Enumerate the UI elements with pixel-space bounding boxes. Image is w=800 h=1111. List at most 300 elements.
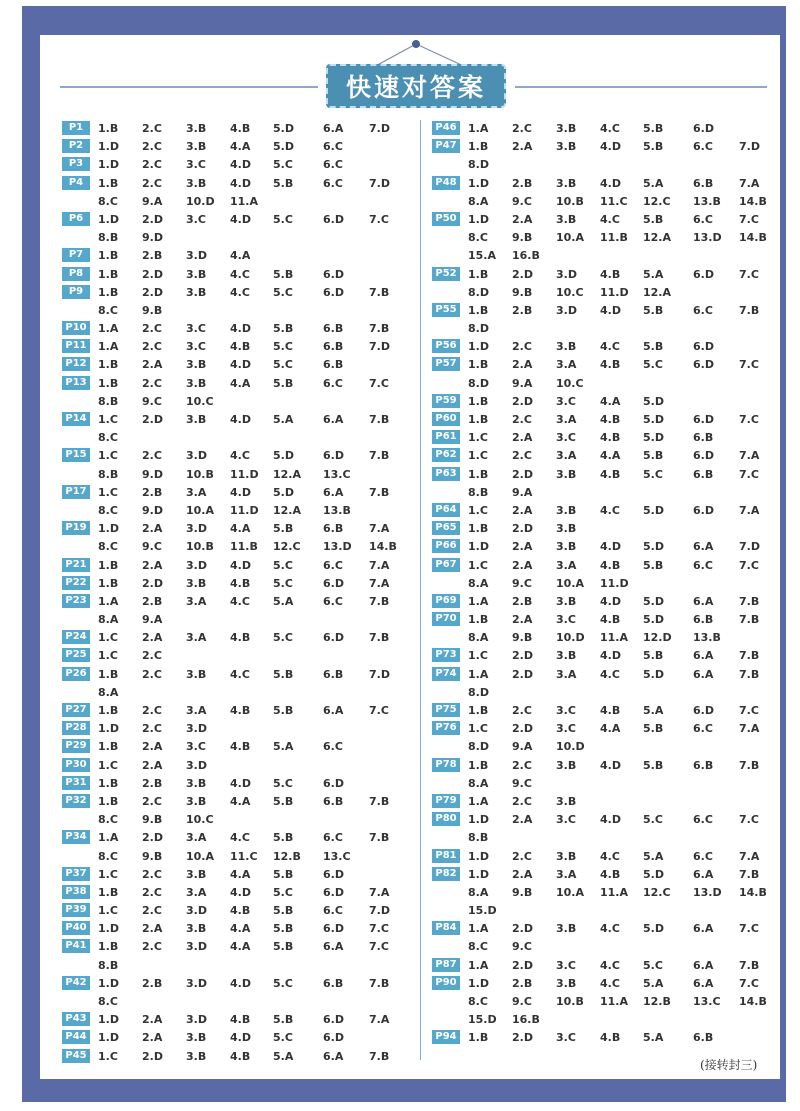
answer-item: 3.D xyxy=(186,522,207,536)
answer-row xyxy=(432,193,782,211)
page-tag: P78 xyxy=(432,758,460,772)
answer-item: 6.D xyxy=(693,449,714,463)
answer-item: 5.B xyxy=(643,122,664,135)
answer-item: 6.D xyxy=(323,885,344,899)
page-tag: P73 xyxy=(432,648,460,662)
answer-item: 6.B xyxy=(693,431,714,445)
answer-row xyxy=(62,484,412,502)
answer-item: 2.C xyxy=(512,758,532,772)
page-tag: P64 xyxy=(432,503,460,517)
answer-item: 5.D xyxy=(643,431,664,445)
answer-row xyxy=(62,720,412,738)
answer-item: 11.D xyxy=(600,576,629,590)
answer-item: 3.D xyxy=(556,303,577,317)
answer-item: 1.A xyxy=(468,958,489,972)
page-tag: P6 xyxy=(62,212,90,226)
answer-item: 10.B xyxy=(186,467,214,481)
answer-item: 6.B xyxy=(693,176,714,190)
answer-item: 1.C xyxy=(468,558,488,572)
answer-item: 1.C xyxy=(98,413,118,426)
answer-item: 2.C xyxy=(142,140,162,154)
answer-row xyxy=(432,684,782,702)
answer-item: 7.B xyxy=(369,631,390,645)
answer-item: 6.C xyxy=(323,140,343,154)
answer-item: 1.B xyxy=(98,285,119,299)
answer-item: 7.B xyxy=(369,976,390,990)
answer-item: 4.D xyxy=(230,158,251,172)
answer-item: 4.D xyxy=(600,176,621,190)
answer-item: 4.D xyxy=(600,140,621,154)
answer-item: 2.A xyxy=(142,1013,163,1027)
answer-item: 4.C xyxy=(600,976,620,990)
answer-item: 5.A xyxy=(643,176,664,190)
answer-item: 6.D xyxy=(693,413,714,426)
answer-item: 4.C xyxy=(600,849,620,863)
answer-item: 4.A xyxy=(230,249,251,263)
answer-item: 11.A xyxy=(600,995,628,1008)
answer-item: 7.A xyxy=(739,503,760,517)
answer-item: 1.D xyxy=(468,540,489,554)
answer-item: 11.A xyxy=(230,194,258,208)
answer-item: 5.B xyxy=(273,867,294,881)
answer-item: 13.C xyxy=(323,467,351,481)
answer-item: 13.B xyxy=(323,503,351,517)
answer-item: 9.B xyxy=(142,813,163,827)
answer-row xyxy=(432,375,782,393)
page-tag: P87 xyxy=(432,958,460,972)
answer-item: 7.B xyxy=(369,794,390,808)
page-tag: P13 xyxy=(62,376,90,390)
answer-item: 5.A xyxy=(273,740,294,754)
answer-item: 1.B xyxy=(98,176,119,190)
answer-item: 1.B xyxy=(468,358,489,372)
page-tag: P50 xyxy=(432,212,460,226)
answer-item: 3.C xyxy=(186,212,206,226)
answer-item: 10.D xyxy=(186,194,215,208)
answer-item: 6.A xyxy=(693,667,714,681)
answer-item: 15.D xyxy=(468,904,497,918)
answer-item: 2.C xyxy=(142,322,162,336)
answer-row xyxy=(432,156,782,174)
answer-item: 1.D xyxy=(98,976,119,990)
answer-row xyxy=(62,593,412,611)
answer-item: 16.B xyxy=(512,249,540,263)
answer-row xyxy=(432,811,782,829)
answer-item: 5.B xyxy=(273,794,294,808)
answer-item: 5.A xyxy=(273,594,294,608)
answer-row xyxy=(432,338,782,356)
answer-row xyxy=(62,338,412,356)
answer-row xyxy=(432,975,782,993)
answer-item: 4.C xyxy=(230,449,250,463)
answer-item: 1.B xyxy=(98,558,119,572)
answer-row xyxy=(432,393,782,411)
answer-item: 4.A xyxy=(230,522,251,536)
answer-item: 6.A xyxy=(323,1049,344,1063)
answer-item: 2.A xyxy=(142,1031,163,1045)
answer-item: 8.A xyxy=(468,776,489,790)
answer-item: 7.C xyxy=(739,467,759,481)
answer-row xyxy=(62,429,412,447)
answer-item: 2.C xyxy=(142,449,162,463)
page-tag: P2 xyxy=(62,139,90,153)
answer-row xyxy=(62,920,412,938)
answer-item: 12.A xyxy=(273,503,301,517)
answer-item: 4.B xyxy=(230,340,251,354)
answer-item: 1.C xyxy=(98,1049,118,1063)
answer-item: 1.D xyxy=(468,976,489,990)
answer-item: 6.B xyxy=(693,1031,714,1045)
answer-item: 12.C xyxy=(643,885,671,899)
answer-item: 7.C xyxy=(369,704,389,717)
answer-item: 1.C xyxy=(468,722,488,736)
answer-item: 2.A xyxy=(142,558,163,572)
answer-item: 3.B xyxy=(556,522,577,536)
answer-item: 7.B xyxy=(369,594,390,608)
answer-item: 6.D xyxy=(693,267,714,281)
page-tag: P32 xyxy=(62,794,90,808)
answer-item: 4.C xyxy=(600,122,620,135)
page-tag: P8 xyxy=(62,267,90,281)
answer-item: 5.D xyxy=(273,122,294,135)
answer-item: 10.D xyxy=(556,631,585,645)
answer-item: 5.D xyxy=(643,667,664,681)
answer-item: 3.A xyxy=(556,867,577,881)
answer-row xyxy=(432,629,782,647)
answer-item: 4.B xyxy=(600,267,621,281)
answer-item: 2.C xyxy=(512,704,532,717)
column-divider xyxy=(420,120,421,1060)
answer-item: 6.C xyxy=(323,158,343,172)
answer-item: 4.C xyxy=(230,831,250,845)
answer-item: 1.A xyxy=(468,794,489,808)
answer-item: 3.A xyxy=(186,831,207,845)
answer-item: 7.B xyxy=(739,667,760,681)
answer-item: 7.B xyxy=(369,831,390,845)
answer-item: 12.C xyxy=(273,540,301,554)
answer-item: 5.C xyxy=(273,212,293,226)
answer-item: 2.A xyxy=(512,431,533,445)
answer-item: 3.C xyxy=(556,722,576,736)
page-tag: P44 xyxy=(62,1030,90,1044)
answer-item: 4.A xyxy=(600,449,621,463)
answer-row xyxy=(62,866,412,884)
answer-row xyxy=(62,1011,412,1029)
answer-row xyxy=(432,266,782,284)
answer-item: 2.B xyxy=(512,303,533,317)
answer-item: 13.D xyxy=(693,231,722,245)
answer-item: 5.C xyxy=(273,1031,293,1045)
answer-item: 6.C xyxy=(693,303,713,317)
page-tag: P79 xyxy=(432,794,460,808)
answer-item: 10.B xyxy=(186,540,214,554)
answer-item: 9.D xyxy=(142,231,163,245)
title-banner xyxy=(326,64,506,108)
answer-item: 12.D xyxy=(643,631,672,645)
page-tag: P28 xyxy=(62,721,90,735)
answer-item: 4.D xyxy=(600,540,621,554)
page-tag: P66 xyxy=(432,539,460,553)
answer-item: 6.B xyxy=(693,467,714,481)
answer-item: 4.D xyxy=(230,558,251,572)
answer-item: 2.A xyxy=(512,358,533,372)
answer-item: 3.B xyxy=(556,649,577,663)
answer-item: 3.B xyxy=(186,413,207,426)
answer-item: 10.C xyxy=(556,376,584,390)
page-tag: P60 xyxy=(432,412,460,426)
answer-item: 4.B xyxy=(600,867,621,881)
answer-row xyxy=(432,211,782,229)
answer-row xyxy=(432,938,782,956)
answer-item: 2.C xyxy=(512,340,532,354)
answer-item: 3.B xyxy=(556,540,577,554)
answer-row xyxy=(432,138,782,156)
answer-item: 7.A xyxy=(369,576,390,590)
answer-item: 1.B xyxy=(468,613,489,627)
answer-item: 2.C xyxy=(142,794,162,808)
answer-item: 3.C xyxy=(556,431,576,445)
answer-row xyxy=(62,811,412,829)
page-tag: P41 xyxy=(62,939,90,953)
answer-item: 2.C xyxy=(142,667,162,681)
answer-item: 5.B xyxy=(643,558,664,572)
answer-item: 6.C xyxy=(323,904,343,918)
answer-row xyxy=(62,266,412,284)
answer-row xyxy=(432,320,782,338)
answer-item: 10.A xyxy=(556,885,584,899)
answer-item: 5.C xyxy=(273,558,293,572)
answer-item: 3.B xyxy=(186,576,207,590)
answer-item: 5.B xyxy=(273,667,294,681)
answer-item: 7.C xyxy=(739,358,759,372)
answer-item: 8.A xyxy=(98,613,119,627)
answer-item: 2.C xyxy=(142,122,162,135)
answer-item: 9.A xyxy=(512,740,533,754)
answer-item: 7.C xyxy=(739,212,759,226)
answer-row xyxy=(62,575,412,593)
answer-item: 1.D xyxy=(468,340,489,354)
page-tag: P10 xyxy=(62,321,90,335)
page-tag: P43 xyxy=(62,1012,90,1026)
answer-item: 4.D xyxy=(600,649,621,663)
answer-row xyxy=(62,447,412,465)
answer-item: 1.B xyxy=(98,740,119,754)
page-tag: P47 xyxy=(432,139,460,153)
answer-item: 4.A xyxy=(230,794,251,808)
answer-item: 2.A xyxy=(142,758,163,772)
answer-item: 2.C xyxy=(142,158,162,172)
answer-item: 3.D xyxy=(186,976,207,990)
answer-item: 6.D xyxy=(323,576,344,590)
answer-item: 10.C xyxy=(186,813,214,827)
answer-item: 2.C xyxy=(142,176,162,190)
page-tag: P84 xyxy=(432,921,460,935)
answer-item: 7.B xyxy=(739,958,760,972)
answer-item: 4.A xyxy=(230,940,251,954)
answer-item: 9.C xyxy=(142,394,162,408)
answer-item: 1.B xyxy=(468,267,489,281)
answer-item: 5.B xyxy=(273,1013,294,1027)
answer-row xyxy=(432,356,782,374)
answer-item: 5.B xyxy=(273,940,294,954)
answer-item: 2.D xyxy=(142,413,163,426)
answer-item: 1.A xyxy=(98,322,119,336)
page-tag: P59 xyxy=(432,394,460,408)
answer-item: 5.C xyxy=(273,776,293,790)
answer-item: 7.D xyxy=(369,667,390,681)
answer-item: 3.D xyxy=(186,1013,207,1027)
answer-item: 7.B xyxy=(369,322,390,336)
answer-item: 6.C xyxy=(693,722,713,736)
answer-item: 5.D xyxy=(643,594,664,608)
answer-item: 6.C xyxy=(693,140,713,154)
answer-row xyxy=(432,447,782,465)
answer-item: 1.C xyxy=(98,485,118,499)
answer-item: 1.D xyxy=(468,849,489,863)
answer-item: 8.A xyxy=(468,576,489,590)
answer-item: 16.B xyxy=(512,1013,540,1027)
answer-item: 1.A xyxy=(468,667,489,681)
answer-item: 4.B xyxy=(230,1049,251,1063)
answer-item: 15.D xyxy=(468,1013,497,1027)
answer-item: 4.D xyxy=(230,976,251,990)
answer-item: 2.B xyxy=(512,594,533,608)
answer-item: 14.B xyxy=(739,885,767,899)
answer-item: 3.A xyxy=(186,704,207,717)
answer-row xyxy=(62,1048,412,1066)
answer-item: 1.A xyxy=(98,831,119,845)
answer-item: 8.D xyxy=(468,158,489,172)
page-tag: P22 xyxy=(62,576,90,590)
answer-item: 3.B xyxy=(186,667,207,681)
answer-item: 2.C xyxy=(512,449,532,463)
page-title: 快速对答案 xyxy=(345,73,486,102)
answer-item: 6.A xyxy=(693,922,714,936)
answer-item: 5.D xyxy=(643,613,664,627)
answer-item: 5.B xyxy=(643,722,664,736)
answer-item: 3.B xyxy=(186,285,207,299)
answer-item: 8.C xyxy=(98,431,118,445)
answer-item: 5.D xyxy=(643,413,664,426)
answer-item: 3.B xyxy=(186,140,207,154)
answer-row xyxy=(432,247,782,265)
answer-row xyxy=(62,502,412,520)
page-tag: P26 xyxy=(62,667,90,681)
page-tag: P62 xyxy=(432,448,460,462)
answer-item: 7.B xyxy=(739,867,760,881)
answer-item: 4.D xyxy=(600,758,621,772)
answer-item: 6.D xyxy=(323,922,344,936)
answer-item: 4.D xyxy=(230,1031,251,1045)
answer-item: 2.C xyxy=(142,940,162,954)
answer-item: 9.B xyxy=(512,885,533,899)
answer-item: 2.A xyxy=(512,540,533,554)
answer-item: 3.B xyxy=(556,340,577,354)
answer-row xyxy=(62,466,412,484)
answer-item: 2.A xyxy=(142,740,163,754)
answer-item: 2.D xyxy=(512,922,533,936)
answer-item: 12.B xyxy=(643,995,671,1008)
answer-item: 2.B xyxy=(142,485,163,499)
answer-item: 2.C xyxy=(512,849,532,863)
answer-item: 4.A xyxy=(600,394,621,408)
answer-item: 7.C xyxy=(369,212,389,226)
answer-item: 2.D xyxy=(512,467,533,481)
answer-item: 2.B xyxy=(142,249,163,263)
answer-item: 8.A xyxy=(468,194,489,208)
answer-row xyxy=(62,757,412,775)
answer-item: 8.C xyxy=(98,995,118,1008)
answer-item: 8.B xyxy=(98,231,119,245)
answer-item: 1.B xyxy=(98,122,119,135)
answer-item: 3.B xyxy=(556,140,577,154)
answer-item: 4.C xyxy=(600,212,620,226)
answer-item: 6.D xyxy=(323,1013,344,1027)
answer-item: 3.A xyxy=(556,358,577,372)
answer-item: 5.B xyxy=(643,140,664,154)
answer-item: 8.C xyxy=(98,540,118,554)
answer-item: 5.C xyxy=(273,631,293,645)
answer-item: 1.B xyxy=(98,376,119,390)
answer-item: 3.B xyxy=(186,176,207,190)
answer-item: 2.B xyxy=(142,976,163,990)
answer-row xyxy=(62,684,412,702)
answer-row xyxy=(62,647,412,665)
answer-item: 1.C xyxy=(468,431,488,445)
answer-item: 3.A xyxy=(186,485,207,499)
answer-item: 5.A xyxy=(273,413,294,426)
answer-item: 5.C xyxy=(273,158,293,172)
answer-item: 1.B xyxy=(98,940,119,954)
answer-item: 7.D xyxy=(369,176,390,190)
answer-item: 4.C xyxy=(230,667,250,681)
page-tag: P42 xyxy=(62,976,90,990)
answer-item: 1.C xyxy=(98,758,118,772)
answer-item: 2.A xyxy=(142,358,163,372)
answer-item: 4.B xyxy=(600,413,621,426)
answer-item: 6.C xyxy=(693,212,713,226)
answer-item: 7.A xyxy=(739,176,760,190)
answer-item: 7.C xyxy=(739,558,759,572)
answer-item: 5.B xyxy=(643,758,664,772)
page-tag: P61 xyxy=(432,430,460,444)
answer-item: 14.B xyxy=(739,995,767,1008)
answer-row xyxy=(62,375,412,393)
answer-item: 6.C xyxy=(323,376,343,390)
answer-item: 3.B xyxy=(186,376,207,390)
answer-item: 1.D xyxy=(468,212,489,226)
answer-item: 3.C xyxy=(556,1031,576,1045)
answer-item: 8.B xyxy=(98,467,119,481)
page-tag: P82 xyxy=(432,867,460,881)
answer-row xyxy=(432,793,782,811)
answer-item: 1.D xyxy=(98,722,119,736)
answer-row xyxy=(432,738,782,756)
answer-item: 7.B xyxy=(739,758,760,772)
answer-item: 4.B xyxy=(600,431,621,445)
answer-row xyxy=(62,629,412,647)
answer-item: 3.A xyxy=(186,594,207,608)
answer-item: 4.B xyxy=(600,558,621,572)
right-answer-column xyxy=(432,120,782,1048)
answer-item: 4.A xyxy=(230,376,251,390)
answer-item: 4.B xyxy=(600,704,621,717)
answer-item: 9.B xyxy=(512,231,533,245)
answer-item: 1.C xyxy=(468,449,488,463)
answer-item: 8.A xyxy=(98,685,119,699)
answer-item: 3.D xyxy=(186,449,207,463)
answer-item: 4.A xyxy=(230,867,251,881)
